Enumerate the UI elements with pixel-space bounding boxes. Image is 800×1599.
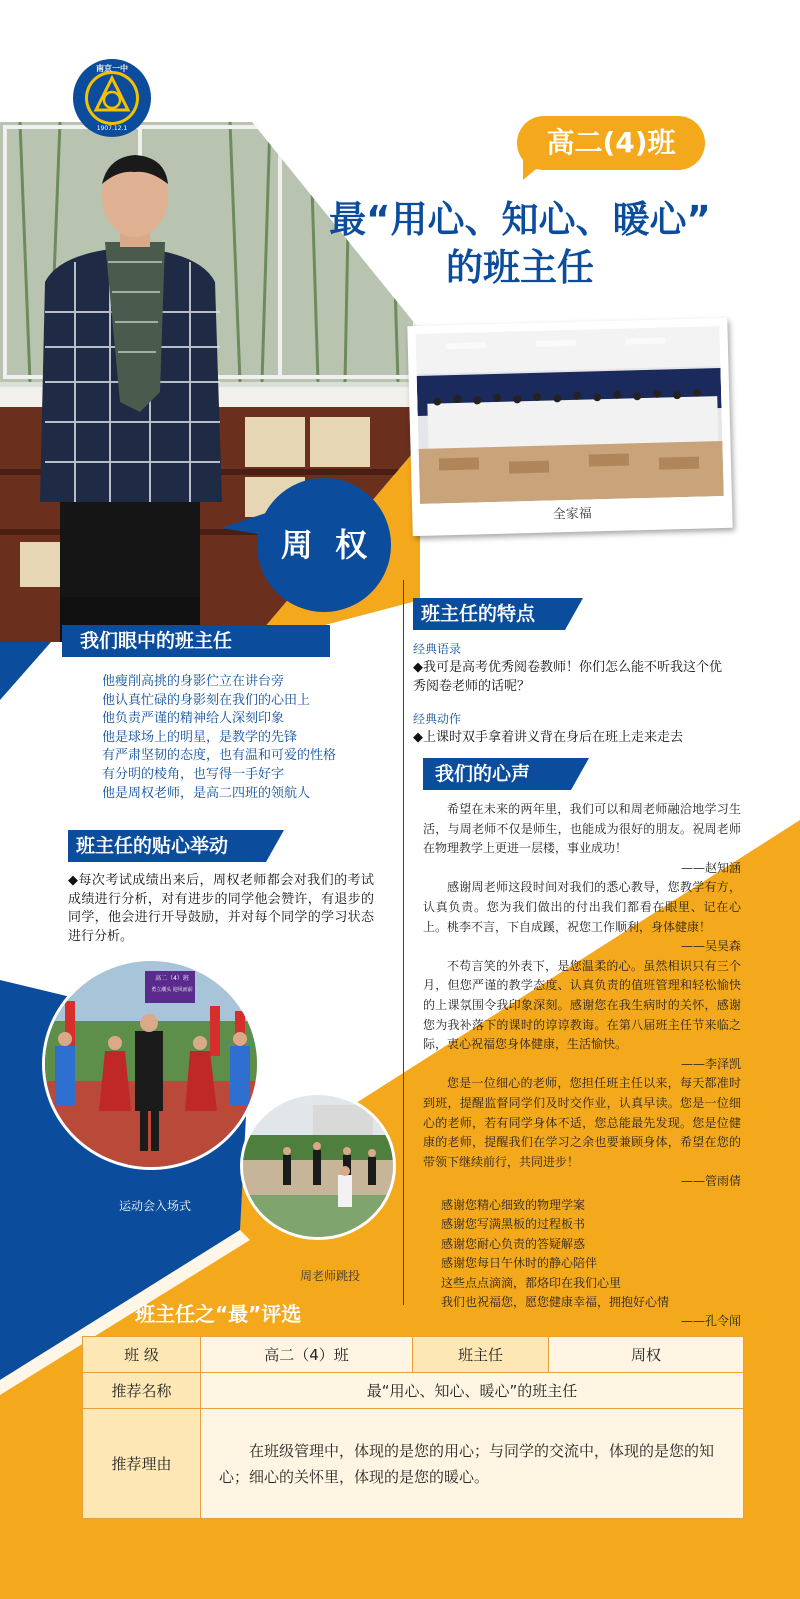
section-care-text: ◆每次考试成绩出来后，周权老师都会对我们的考试成绩进行分析，对有进步的同学他会赞许，有退步的同学，他会进行开导鼓励，并对每个同学的学习状态进行分析。	[68, 873, 374, 944]
family-photo-card	[407, 318, 732, 536]
evaluation-table-wrap	[82, 1336, 744, 1519]
cell-reason-value	[201, 1409, 744, 1519]
logo-year-text: 1907.12.1	[96, 125, 128, 132]
cell-label-reason: 推荐理由	[83, 1409, 201, 1519]
voice-text: 感谢周老师这段时间对我们的悉心教导，您教学有方，认真负责。您为我们做出的付出我们都看在眼里、记在心上。桃李不言，下自成蹊，祝您工作顺利，身体健康！	[423, 880, 741, 934]
main-title-line1: 最“用心、知心、暖心”	[329, 198, 711, 241]
voice-author: ——赵知涵	[680, 860, 741, 875]
sports-photo-caption: 运动会入场式	[118, 1199, 191, 1213]
cell-class-value: 高二（4）班	[201, 1337, 413, 1373]
class-badge-tail	[523, 160, 547, 180]
features-action-label: 经典动作	[413, 712, 462, 727]
rope-photo-caption: 周老师跳投	[299, 1269, 360, 1283]
cell-label-class: 班 级	[83, 1337, 201, 1373]
cell-label-name: 推荐名称	[83, 1373, 201, 1409]
sports-banner-line1: 高二（4）班	[155, 975, 189, 982]
voice-poem	[423, 1196, 741, 1312]
eyes-line: 他是周权老师，是高二四班的领航人	[102, 785, 311, 801]
section-features	[413, 598, 763, 748]
sports-banner-line2: 勇立潮头 迎风而前	[151, 987, 193, 993]
voice-text: 不苟言笑的外表下，是您温柔的心。虽然相识只有三个月，但您严谨的教学态度、认真负责的值班管理和轻松愉快的上课氛围令我印象深刻。感谢您在我生病时的关怀，感谢您为我补落下的课时的谆谆教诲。在第八届班主任节来临之际，衷心祝福您身体健康，生活愉快。	[423, 958, 741, 1052]
features-action-text: ◆上课时双手拿着讲义背在身后在班上走来走去	[413, 730, 683, 746]
poem-line: 这些点点滴滴，都烙印在我们心里	[441, 1275, 622, 1290]
voice-text: 您是一位细心的老师，您担任班主任以来，每天都准时到班，提醒监督同学们及时交作业，认真早读。您是一位细心的老师，若有同学身体不适，您总能最先发现。您是位健康的老师，提醒我们在学习之余也要兼顾身体，希望在您的带领下继续前行，共同进步！	[423, 1076, 741, 1169]
section-eyes	[0, 625, 395, 803]
cell-teacher-value: 周权	[549, 1337, 744, 1373]
table-row	[83, 1409, 744, 1519]
poem-line: 感谢您写满黑板的过程板书	[441, 1217, 586, 1232]
evaluation-table	[82, 1336, 744, 1519]
reason-text: 在班级管理中，体现的是您的用心；与同学的交流中，体现的是您的知心；细心的关怀里，体现的是您的暖心。	[219, 1441, 715, 1486]
section-care-title: 班主任的贴心举动	[68, 830, 266, 862]
section-voices-title: 我们的心声	[423, 758, 571, 790]
teacher-name: 周 权	[280, 526, 368, 564]
teacher-name-bubble	[257, 478, 391, 612]
cell-name-value: 最“用心、知心、暖心”的班主任	[201, 1373, 744, 1409]
poem-author: ——孔令闻	[680, 1314, 741, 1329]
features-quote-label: 经典语录	[413, 642, 462, 656]
eyes-line: 他负责严谨的精神给人深刻印象	[102, 711, 285, 727]
class-badge	[517, 116, 705, 170]
section-eyes-lines	[102, 673, 395, 803]
voice-author: ——管雨倩	[680, 1174, 741, 1189]
eyes-line: 有严肃坚韧的态度，也有温和可爱的性格	[102, 748, 337, 764]
family-photo	[416, 326, 724, 504]
voice-text: 希望在未来的两年里，我们可以和周老师融洽地学习生活，与周老师不仅是师生，也能成为很好的朋友。祝周老师在物理教学上更进一层楼，事业成功！	[423, 802, 741, 856]
family-photo-caption: 全家福	[552, 506, 592, 523]
voice-author: ——李泽凯	[680, 1056, 741, 1071]
rope-photo	[240, 1092, 396, 1240]
poem-line: 我们也祝福您，愿您健康幸福，拥抱好心情	[441, 1294, 670, 1309]
logo-top-text: 南京一中	[96, 64, 128, 73]
features-quote-text: ◆我可是高考优秀阅卷教师！你们怎么能不听我这个优秀阅卷老师的话呢？	[413, 660, 722, 694]
cell-label-teacher: 班主任	[413, 1337, 549, 1373]
poem-line: 感谢您每日午休时的静心陪伴	[441, 1256, 598, 1271]
sports-photo	[42, 958, 260, 1170]
eyes-line: 他是球场上的明星，是教学的先锋	[102, 729, 298, 745]
main-title-line2: 的班主任	[446, 246, 594, 289]
evaluation-title: 班主任之“最”评选	[135, 1302, 302, 1326]
main-title	[300, 196, 740, 292]
section-voices	[423, 758, 741, 1332]
class-badge-label: 高二(4)班	[546, 126, 676, 159]
section-care	[68, 830, 388, 946]
voice-author: ——吴昊森	[680, 939, 741, 954]
eyes-line: 有分明的棱角，也写得一手好字	[102, 766, 285, 782]
column-divider	[403, 580, 404, 1305]
table-row	[83, 1337, 744, 1373]
table-row	[83, 1373, 744, 1409]
school-logo	[72, 58, 152, 138]
poem-line: 感谢您精心细致的物理学案	[441, 1197, 586, 1212]
voices-list	[423, 800, 741, 1332]
section-features-title: 班主任的特点	[413, 598, 565, 630]
section-eyes-title: 我们眼中的班主任	[62, 625, 330, 657]
eyes-line: 他认真忙碌的身影刻在我们的心田上	[102, 692, 311, 708]
poem-line: 感谢您耐心负责的答疑解惑	[441, 1236, 586, 1251]
sports-banner	[149, 973, 195, 1003]
eyes-line: 他瘦削高挑的身影伫立在讲台旁	[102, 674, 285, 689]
